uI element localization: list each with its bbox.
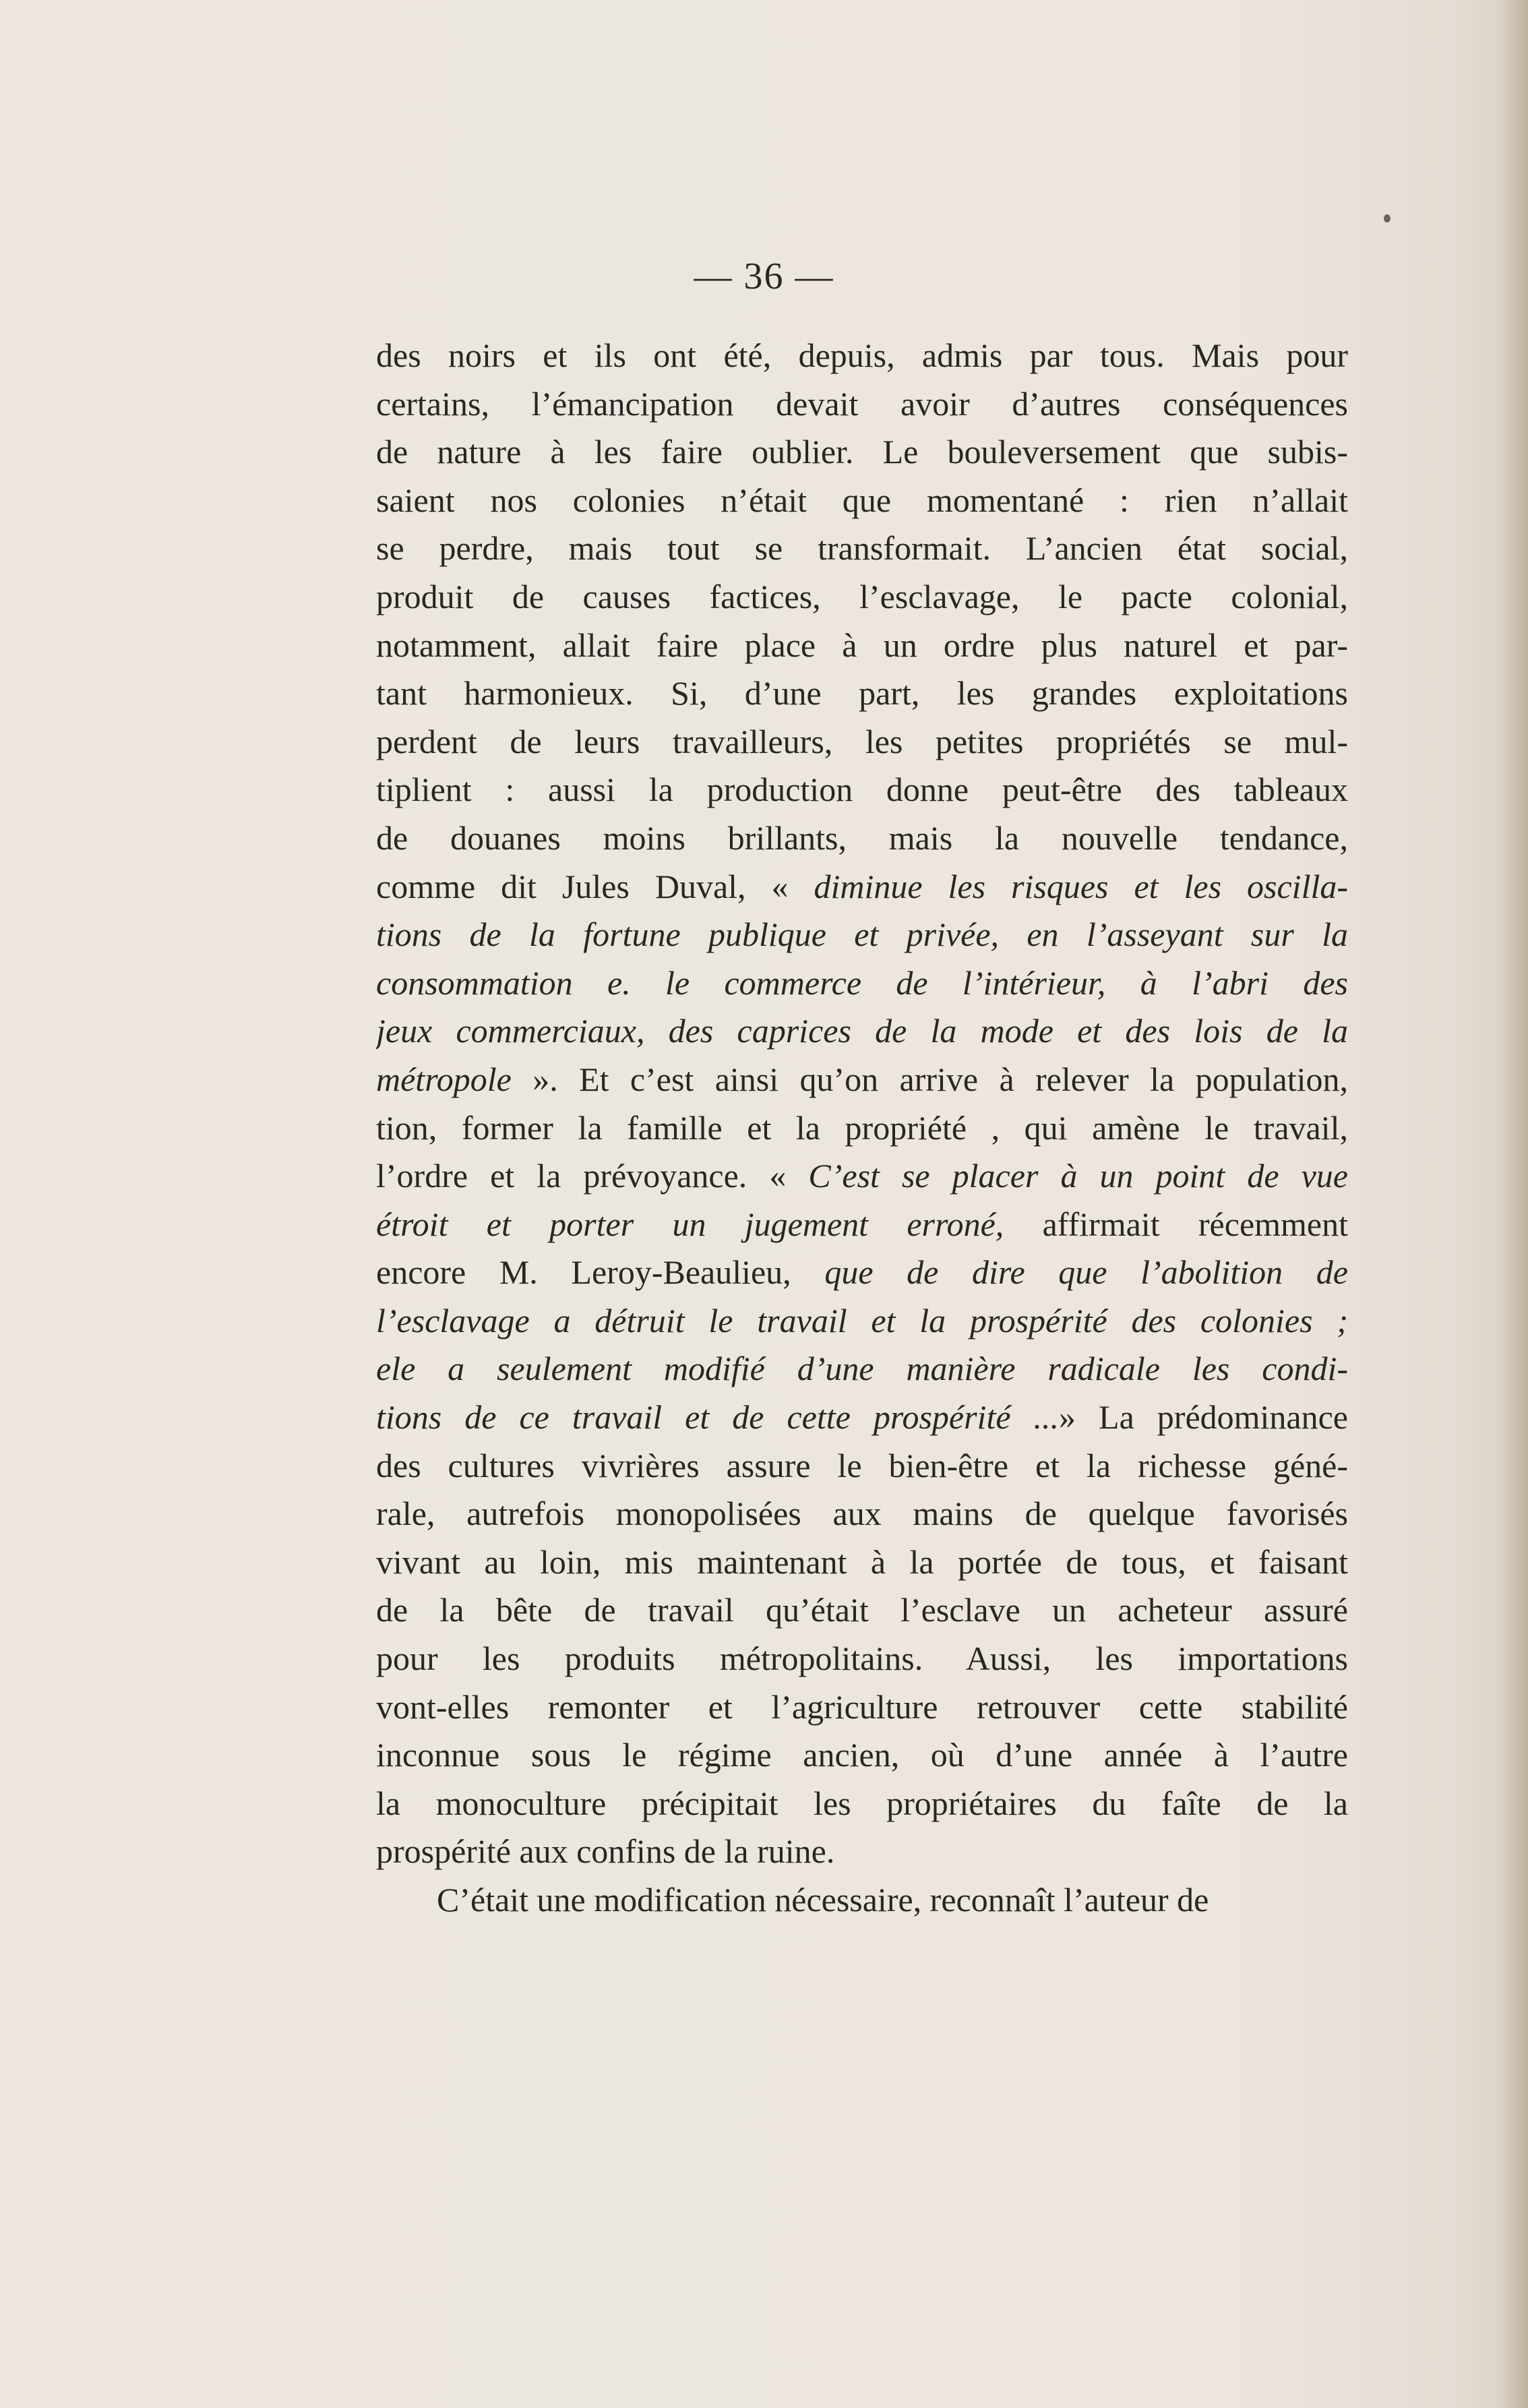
text-span: rale, autrefois monopolisées aux mains de quelque favorisés <box>376 1495 1348 1533</box>
text-line <box>376 766 1348 814</box>
text-span: se perdre, mais tout se transformait. L’ancien état social, <box>376 529 1348 568</box>
text-line <box>376 1586 1348 1635</box>
paragraph <box>376 1876 1348 1925</box>
text-line <box>376 814 1348 863</box>
text-line <box>376 524 1348 573</box>
italic-quote-span: tions de ce travail et de cette prospérité ... <box>376 1398 1060 1437</box>
text-span: vivant au loin, mis maintenant à la portée de tous, et faisant <box>376 1542 1348 1581</box>
text-line <box>376 622 1348 670</box>
text-span: affirmait récemment <box>1004 1205 1348 1243</box>
italic-quote-span: jeux commerciaux, des caprices de la mode et des lois de la <box>376 1012 1348 1050</box>
text-line <box>376 1104 1348 1153</box>
text-span: comme dit Jules Duval, « <box>376 867 814 905</box>
italic-quote-span: tions de la fortune publique et privée, en l’asseyant sur la <box>376 915 1348 954</box>
text-span: tion, former la famille et la propriété , qui amène le travail, <box>376 1108 1348 1147</box>
text-span: saient nos colonies n’était que momentané : rien n’allait <box>376 481 1348 519</box>
text-span: produit de causes factices, l’esclavage, le pacte colonial, <box>376 577 1348 615</box>
text-line <box>376 573 1348 622</box>
text-line <box>376 1635 1348 1683</box>
text-line <box>376 332 1348 380</box>
text-span: la monoculture précipitait les propriétaires du faîte de la <box>376 1784 1348 1822</box>
body-text <box>376 332 1348 1925</box>
text-line <box>376 1393 1348 1442</box>
text-line <box>376 959 1348 1008</box>
text-span: inconnue sous le régime ancien, où d’une année à l’autre <box>376 1736 1348 1774</box>
text-span: de la bête de travail qu’était l’esclave un acheteur assuré <box>376 1591 1348 1629</box>
text-line <box>376 428 1348 477</box>
text-line <box>376 1538 1348 1587</box>
text-line <box>376 1442 1348 1491</box>
page-number: — 36 — <box>694 255 834 297</box>
text-span: de douanes moins brillants, mais la nouvelle tendance, <box>376 818 1348 857</box>
text-line <box>376 1780 1348 1828</box>
text-line <box>376 718 1348 766</box>
text-span: tant harmonieux. Si, d’une part, les grandes exploitations <box>376 674 1348 713</box>
text-line <box>376 380 1348 429</box>
text-span: des noirs et ils ont été, depuis, admis par tous. Mais pour <box>376 336 1348 374</box>
text-span: pour les produits métropolitains. Aussi, les importations <box>376 1639 1348 1678</box>
italic-quote-span: diminue les risques et les oscilla- <box>814 867 1348 905</box>
italic-quote-span: C’est se placer à un point de vue <box>808 1157 1348 1195</box>
italic-quote-span: consommation e. le commerce de l’intérieur, à l’abri des <box>376 963 1348 1002</box>
text-line <box>376 911 1348 959</box>
text-line <box>376 1828 1348 1876</box>
text-span: encore M. Leroy-Beaulieu, <box>376 1253 825 1292</box>
text-line <box>376 1731 1348 1780</box>
text-line <box>376 863 1348 911</box>
text-line <box>376 1056 1348 1104</box>
text-line <box>376 1152 1348 1201</box>
italic-quote-span: que de dire que l’abolition de <box>824 1253 1348 1292</box>
text-line <box>376 1683 1348 1732</box>
italic-quote-span: étroit et porter un jugement erroné, <box>376 1205 1004 1243</box>
italic-quote-span: l’esclavage a détruit le travail et la prospérité des colonies ; <box>376 1301 1348 1340</box>
text-span: vont-elles remonter et l’agriculture retrouver cette stabilité <box>376 1687 1348 1726</box>
paragraph <box>376 332 1348 1876</box>
italic-quote-span: métropole <box>376 1060 512 1098</box>
text-span: prospérité aux confins de la ruine. <box>376 1832 835 1871</box>
text-line <box>376 1345 1348 1393</box>
text-line <box>376 1876 1348 1925</box>
text-span: notamment, allait faire place à un ordre plus naturel et par- <box>376 626 1348 664</box>
text-line <box>376 669 1348 718</box>
text-line <box>376 1007 1348 1056</box>
ink-speck <box>1384 214 1391 222</box>
text-span: de nature à les faire oublier. Le bouleversement que subis- <box>376 433 1348 471</box>
text-span: des cultures vivrières assure le bien-être et la richesse géné- <box>376 1446 1348 1484</box>
text-line <box>376 1201 1348 1249</box>
text-line <box>376 1490 1348 1538</box>
text-span: ». Et c’est ainsi qu’on arrive à relever la population, <box>511 1060 1348 1098</box>
text-line <box>376 477 1348 525</box>
text-line <box>376 1297 1348 1346</box>
text-span: certains, l’émancipation devait avoir d’autres conséquences <box>376 384 1348 423</box>
text-span: perdent de leurs travailleurs, les petites propriétés se mul- <box>376 722 1348 760</box>
text-span: tiplient : aussi la production donne peut-être des tableaux <box>376 771 1348 809</box>
text-span: » La prédominance <box>1059 1398 1348 1437</box>
italic-quote-span: ele a seulement modifié d’une manière radicale les condi- <box>376 1350 1348 1388</box>
text-span: C’était une modification nécessaire, reconnaît l’auteur de <box>437 1881 1209 1919</box>
text-span: l’ordre et la prévoyance. « <box>376 1157 809 1195</box>
page-edge-shadow <box>1500 0 1528 2408</box>
text-line <box>376 1248 1348 1297</box>
